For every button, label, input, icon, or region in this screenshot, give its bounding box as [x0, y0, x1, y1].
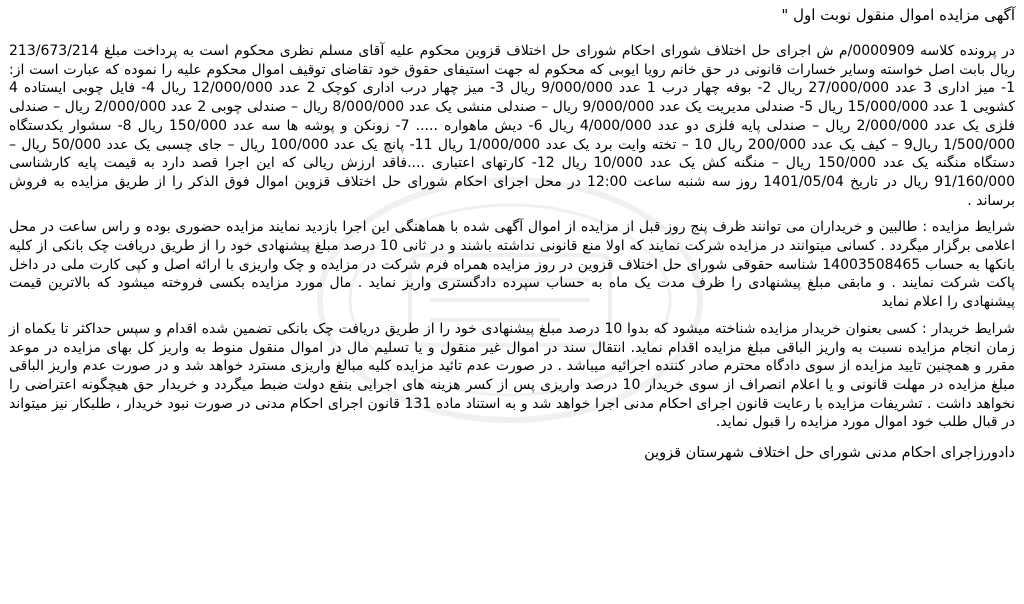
notice-title: آگهی مزایده اموال منقول نوبت اول ": [781, 6, 1015, 24]
buyer-conditions-paragraph: شرایط خریدار : کسی بعنوان خریدار مزایده شناخته میشود که بدوا 10 درصد مبلغ پیشنهادی خود را از طریق دریافت چک بانکی تضمین شده اقدام و سپس حداکثر تا یکماه از زمان انجام مزایده نسبت به واریز الباقی مبلغ مزایده اقدام نماید. انتقال سند در اموال غیر منقول و یا تسلیم مال در اموال منقول منوط به واریز کل بهای مزایده در موعد مقرر و همچنین تایید مزایده از سوی دادگاه محترم صادر کننده اجرائیه میباشد . در صورت عدم تائید مزایده کلیه مبالغ واریزی مسترد خواهد شد و در صورت عدم واریز الباقی مبلغ مزایده در مهلت قانونی و یا اعلام انصراف از سوی خریدار 10 درصد واریزی پس از کسر هزینه های اجرایی بنفع دولت ضبط میگردد و خریدار حق هیچگونه اعتراضی را نخواهد داشت . تشریفات مزایده با رعایت قانون اجرای احکام مدنی اجرا خواهد شد و به استناد ماده 131 قانون اجرای احکام مدنی در صورت نبود خریدار ، طلبکار نیز میتواند در قبال طلب خود اموال مورد مزایده را قبول نماید.: [9, 320, 1015, 431]
case-details-paragraph: در پرونده کلاسه 0000909/م ش اجرای حل اختلاف شورای احکام شورای حل اختلاف قزوین محکوم علیه آقای مسلم نظری محکوم است به پرداخت مبلغ 213/673/214 ریال بابت اصل خواسته وسایر خسارات قانونی در حق خانم رویا ایوبی که محکوم له جهت استیفای حقوق خود تقاضای توقیف اموال محکوم علیه را نموده که عبارت است از: 1- میز اداری 3 عدد 27/000/000 ریال 2- بوفه چهار درب 1 عدد 9/000/000 ریال 3- میز چهار درب اداری کوچک 2 عدد 12/000/000 ریال 4- فایل چوبی ایستاده 4 کشویی 1 عدد 15/000/000 ریال 5- صندلی مدیریت یک عدد 9/000/000 ریال – صندلی منشی یک عدد 8/000/000 ریال – صندلی چوبی 2 عدد 2/000/000 ریال – صندلی فلزی یک عدد 2/000/000 ریال – صندلی پایه فلزی دو عدد 4/000/000 ریال 6- دیش ماهواره ..... 7- زونکن و پوشه ها سه عدد 150/000 ریال 8- سشوار یکدستگاه 1/500/000 ریال9 – کیف یک عدد 200/000 ریال 10 – تخته وایت برد یک عدد 1/000/000 ریال 11- پانچ یک عدد 100/000 ریال – جای چسبی یک عدد 50/000 ریال – دستگاه منگنه یک عدد 150/000 ریال – منگنه کش یک عدد 10/000 ریال 12- کارتهای اعتباری ....فاقد ارزش ریالی که این اجرا قصد دارد به قیمت پایه کارشناسی 91/160/000 ریال در تاریخ 1401/05/04 روز سه شنبه ساعت 12:00 در محل اجرای احکام شورای حل اختلاف قزوین اموال فوق الذکر را از طریق مزایده به فروش برساند .: [9, 43, 1016, 209]
auction-conditions-paragraph: شرایط مزایده : طالبین و خریداران می توانند ظرف پنج روز قبل از مزایده از اموال آگهی شده با هماهنگی این اجرا بازدید نمایند مزایده حضوری بوده و راس ساعت در محل اعلامی برگزار میگردد . کسانی میتوانند در مزایده شرکت نمایند که اولا منع قانونی نداشته باشند و در ثانی 10 درصد مبلغ پیشنهادی خود را از طریق دریافت چک بانکی از کلیه بانکها به حساب 14003508465 شناسه حقوقی شورای حل اختلاف قزوین در روز مزایده همراه فرم شرکت در مزایده و چک واریزی با ارائه اصل و کپی کارت ملی در داخل پاکت شرکت نمایند . و مابقی مبلغ پیشنهادی را ظرف مدت یک ماه به حساب سپرده دادگستری واریز نماید . مال مورد مزایده بکسی فروخته میشود که بالاترین قیمت پیشنهادی را اعلام نماید: [9, 219, 1015, 311]
signature-line: دادورزاجرای احکام مدنی شورای حل اختلاف شهرستان قزوین: [644, 445, 1015, 462]
